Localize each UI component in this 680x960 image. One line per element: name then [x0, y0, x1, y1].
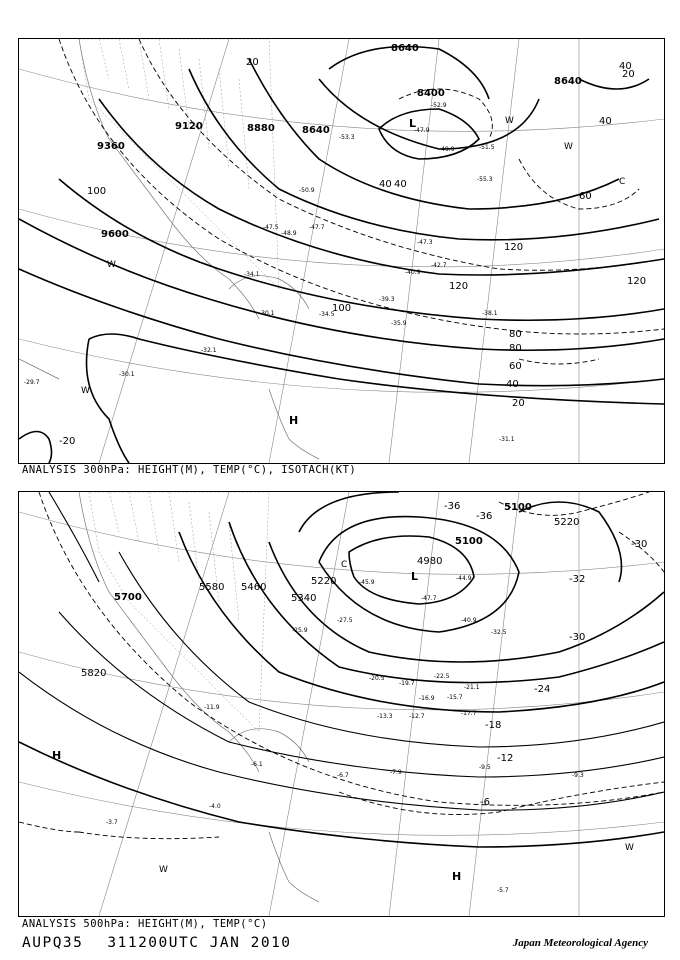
temp-label-0: -47.9	[414, 127, 430, 134]
height-label-9120: 9120	[175, 121, 203, 132]
temp-label-17: -31.1	[499, 436, 515, 443]
temp-label-500-16: -6.7	[337, 772, 349, 779]
isotherm-label-1: -30	[631, 539, 648, 550]
temp-label-6: -48.9	[281, 230, 297, 237]
height-label-8880: 8880	[247, 123, 275, 134]
temp-label-500-0: -45.9	[359, 579, 375, 586]
temp-label-9: -42.7	[431, 262, 447, 269]
temp-label-500-14: -9.3	[572, 772, 584, 779]
temp-label-500-2: -44.9	[456, 575, 472, 582]
height-contours	[19, 47, 664, 464]
temp-label-500-11: -12.7	[409, 713, 425, 720]
isotachs	[59, 39, 664, 364]
height-label-500-0: 5100	[504, 502, 532, 513]
temp-label-500-20: -3.7	[106, 819, 118, 826]
warm-center-marker-1: W	[81, 386, 90, 396]
temp-label-500-7: -20.5	[369, 675, 385, 682]
temp-label-500-12: -11.9	[204, 704, 220, 711]
temp-label-2: -49.9	[439, 146, 455, 153]
isotach-label-3: 80	[509, 343, 522, 354]
temp-label-12: -34.1	[244, 271, 260, 278]
low-center-marker: L	[409, 117, 417, 130]
isotach-label-4: 100	[87, 186, 107, 197]
height-label-8400: 8400	[417, 88, 445, 99]
temp-label-10: -39.3	[379, 296, 395, 303]
height-label-500-3: 5220	[554, 517, 580, 528]
warm-center-marker-3: W	[564, 142, 573, 152]
chart-identifier	[22, 935, 316, 951]
low-center-marker-500: L	[411, 570, 419, 583]
temp-label-500-23: -19.7	[399, 680, 415, 687]
temp-label-500-15: -7.9	[390, 769, 402, 776]
temp-label-500-8: -22.5	[434, 673, 450, 680]
height-label-8640a: 8640	[391, 43, 419, 54]
temp-label-15: -34.5	[319, 311, 335, 318]
temp-label-500-22: -15.7	[447, 694, 463, 701]
height-label-500-8: 5700	[114, 592, 142, 603]
isotach-label-14: -20	[59, 436, 76, 447]
isotach-label-8: 80	[509, 329, 522, 340]
height-label-8640c: 8640	[302, 125, 330, 136]
temp-label-500-24: -21.1	[464, 684, 480, 691]
temp-label-16: -38.1	[482, 310, 498, 317]
isotherms-500	[19, 492, 664, 839]
high-center-marker-500-1: H	[452, 870, 462, 883]
temp-label-500-18: -5.7	[497, 887, 509, 894]
isotherm-label-0: -36	[476, 511, 493, 522]
temp-label-500-21: -13.3	[377, 713, 393, 720]
isotach-label-7: 60	[509, 361, 522, 372]
isotach-label-10: 100	[332, 303, 352, 314]
product-code: AUPQ35	[22, 935, 84, 951]
height-contours-500	[19, 492, 664, 847]
temp-label-500-5: -27.5	[337, 617, 353, 624]
isotherm-label-5: -18	[485, 720, 502, 731]
isotach-label-6: 40	[619, 61, 632, 72]
agency-credit: Japan Meteorological Agency	[512, 937, 648, 949]
temp-label-500-17: -6.1	[251, 761, 263, 768]
caption-500hpa: ANALYSIS 500hPa: HEIGHT(M), TEMP(°C)	[22, 918, 268, 930]
height-label-500-7: 5580	[199, 582, 225, 593]
temp-label-4: -55.3	[477, 176, 493, 183]
warm-center-marker-500-0: W	[159, 865, 168, 875]
isotach-label-5: 120	[504, 242, 524, 253]
latlon-grid-500	[19, 492, 664, 916]
height-label-9600: 9600	[101, 229, 129, 240]
temp-label-5: -47.7	[309, 224, 325, 231]
height-label-500-2: 4980	[417, 556, 443, 567]
temp-label-500-6: -25.9	[292, 627, 308, 634]
temp-label-500-9: -17.7	[461, 710, 477, 717]
temp-label-500-3: -40.9	[461, 617, 477, 624]
height-label-8640b: 8640	[554, 76, 582, 87]
warm-center-marker-500-1: W	[625, 843, 634, 853]
isotach-label-17: 40	[599, 116, 612, 127]
height-label-500-4: 5220	[311, 576, 337, 587]
map-500hpa-canvas	[19, 492, 664, 916]
isotach-label-11: 120	[627, 276, 647, 287]
isotherm-label-4: -24	[534, 684, 551, 695]
isotherm-label-2: -30	[569, 632, 586, 643]
warm-center-marker-2: W	[505, 116, 514, 126]
cold-center-marker-500: C	[341, 560, 348, 570]
height-label-500-5: 5340	[291, 593, 317, 604]
temp-label-500-4: -32.5	[491, 629, 507, 636]
isotach-label-1: 40	[379, 179, 392, 190]
temp-label-11: -35.9	[391, 320, 407, 327]
isotach-label-13: 20	[512, 398, 525, 409]
temp-label-500-13: -9.5	[479, 764, 491, 771]
isotherm-label-7: -6	[480, 797, 490, 808]
temp-label-3: -51.5	[479, 144, 495, 151]
height-label-500-6: 5460	[241, 582, 267, 593]
map-panel-300hpa	[18, 38, 665, 464]
map-300hpa-canvas	[19, 39, 664, 463]
cold-center-marker: C	[619, 177, 626, 187]
isotach-label-9: 120	[449, 281, 469, 292]
high-center-marker: H	[289, 414, 299, 427]
isotherm-label-3: -32	[569, 574, 586, 585]
isotach-label-2: 60	[579, 191, 592, 202]
height-label-9360: 9360	[97, 141, 125, 152]
temp-label-14: -32.1	[201, 347, 217, 354]
temp-label-500-1: -47.7	[421, 595, 437, 602]
temp-label-13: -30.1	[119, 371, 135, 378]
temp-label-18: -30.1	[259, 310, 275, 317]
temp-label-500-19: -4.0	[209, 803, 221, 810]
isotach-label-0: 20	[246, 57, 259, 68]
map-panel-500hpa	[18, 491, 665, 917]
temp-label-22: -47.5	[263, 224, 279, 231]
analysis-datetime: 311200UTC JAN 2010	[107, 935, 292, 951]
warm-center-marker-0: W	[107, 260, 116, 270]
high-center-marker-500-0: H	[52, 749, 62, 762]
temp-label-7: -47.3	[417, 239, 433, 246]
temp-label-500-10: -16.9	[419, 695, 435, 702]
temp-label-8: -40.9	[405, 269, 421, 276]
isotach-label-12: 40	[506, 379, 519, 390]
caption-300hpa: ANALYSIS 300hPa: HEIGHT(M), TEMP(°C), ISOTACH(KT)	[22, 464, 357, 476]
temp-label-21: -50.9	[299, 187, 315, 194]
isotherm-label-6: -12	[497, 753, 514, 764]
temp-label-20: -53.3	[339, 134, 355, 141]
terrain-hatch	[79, 39, 279, 289]
temp-label-19: -29.7	[24, 379, 40, 386]
isotach-label-15: 40	[394, 179, 407, 190]
isotach-label-16: 20	[622, 69, 635, 80]
height-label-500-1: 5100	[455, 536, 483, 547]
temp-label-1: -52.9	[431, 102, 447, 109]
height-label-500-9: 5820	[81, 668, 107, 679]
isotherm-label-8: -36	[444, 501, 461, 512]
